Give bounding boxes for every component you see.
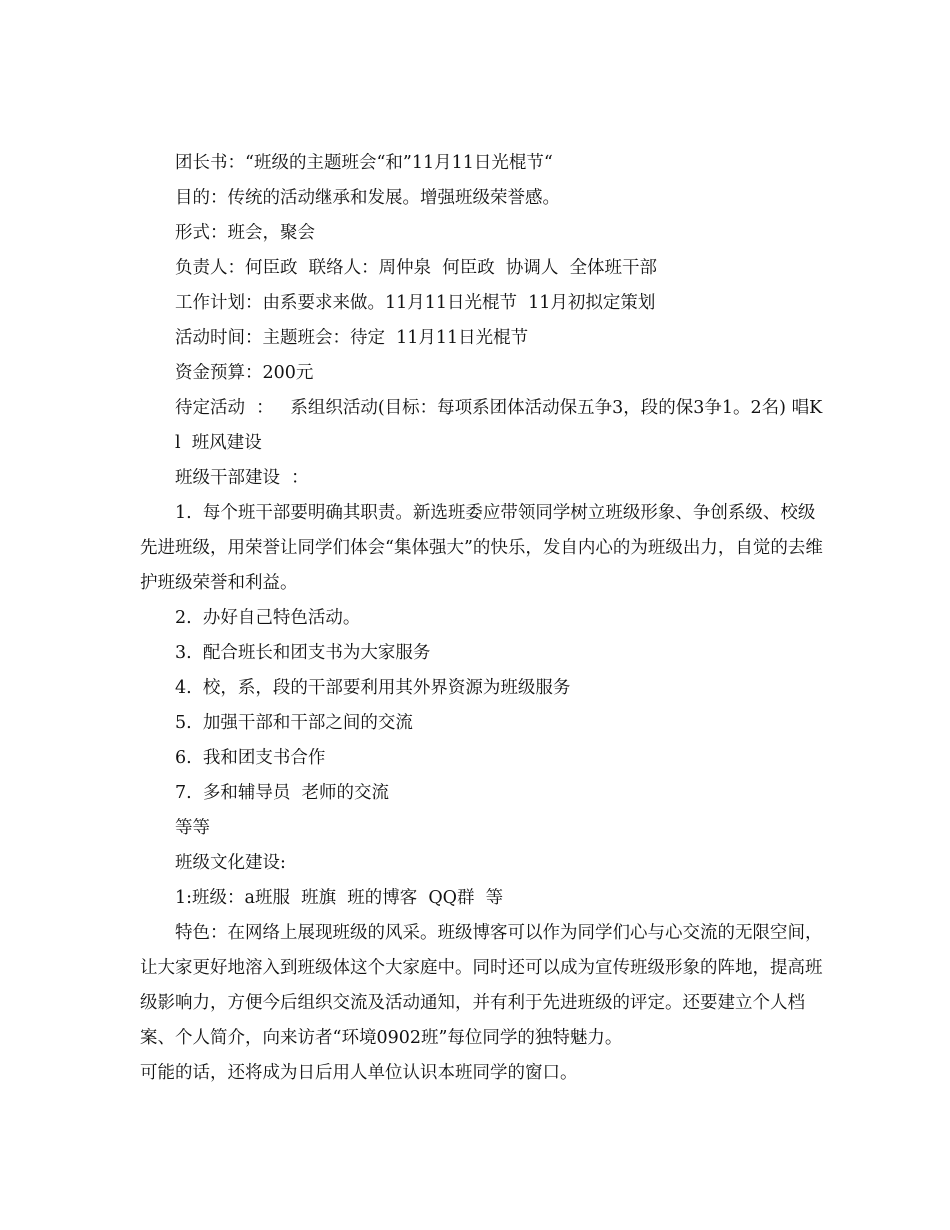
paragraph: 目的：传统的活动继承和发展。增强班级荣誉感。: [175, 188, 560, 208]
paragraph: 特色：在网络上展现班级的风采。班级博客可以作为同学们心与心交流的无限空间，让大家更好地溶入到班级体这个大家庭中。同时还可以成为宣传班级形象的阵地，提高班级影响力，方便今后组织交流及活动通知，并有利于先进班级的评定。还要建立个人档案、个人简介，向来访者“环境0902班”每位同学的独特魅力。: [140, 923, 823, 1048]
paragraph: 工作计划：由系要求来做。11月11日光棍节 11月初拟定策划: [175, 293, 656, 313]
paragraph: 资金预算：200元: [175, 363, 314, 383]
section-heading: l 班风建设: [175, 433, 262, 453]
paragraph: 团长书：“班级的主题班会“和”11月11日光棍节“: [175, 153, 553, 173]
paragraph: 待定活动 ： 系组织活动(目标：每项系团体活动保五争3，段的保3争1。2名) 唱K: [175, 398, 823, 418]
subsection-heading: 班级干部建设 ：: [175, 468, 309, 488]
list-item: 5. 加强干部和干部之间的交流: [175, 713, 413, 733]
paragraph: 活动时间：主题班会：待定 11月11日光棍节: [175, 328, 529, 348]
list-item: 6. 我和团支书合作: [175, 748, 326, 768]
paragraph: 负责人：何臣政 联络人：周仲泉 何臣政 协调人 全体班干部: [175, 258, 658, 278]
list-item: 1:班级：a班服 班旗 班的博客 QQ群 等: [175, 888, 504, 908]
list-item: 4. 校，系，段的干部要利用其外界资源为班级服务: [175, 678, 571, 698]
list-item: 7. 多和辅导员 老师的交流: [175, 783, 389, 803]
paragraph: 可能的话，还将成为日后用人单位认识本班同学的窗口。: [140, 1063, 578, 1083]
subsection-heading: 班级文化建设:: [175, 853, 286, 873]
paragraph: 等等: [175, 818, 210, 838]
paragraph: 形式：班会，聚会: [175, 223, 315, 243]
list-item: 3. 配合班长和团支书为大家服务: [175, 643, 431, 663]
document-body: [140, 146, 830, 1091]
list-item: 2. 办好自己特色活动。: [175, 608, 361, 628]
list-item: 1. 每个班干部要明确其职责。新选班委应带领同学树立班级形象、争创系级、校级先进班级，用荣誉让同学们体会“集体强大”的快乐，发自内心的为班级出力，自觉的去维护班级荣誉和利益。: [140, 503, 823, 593]
